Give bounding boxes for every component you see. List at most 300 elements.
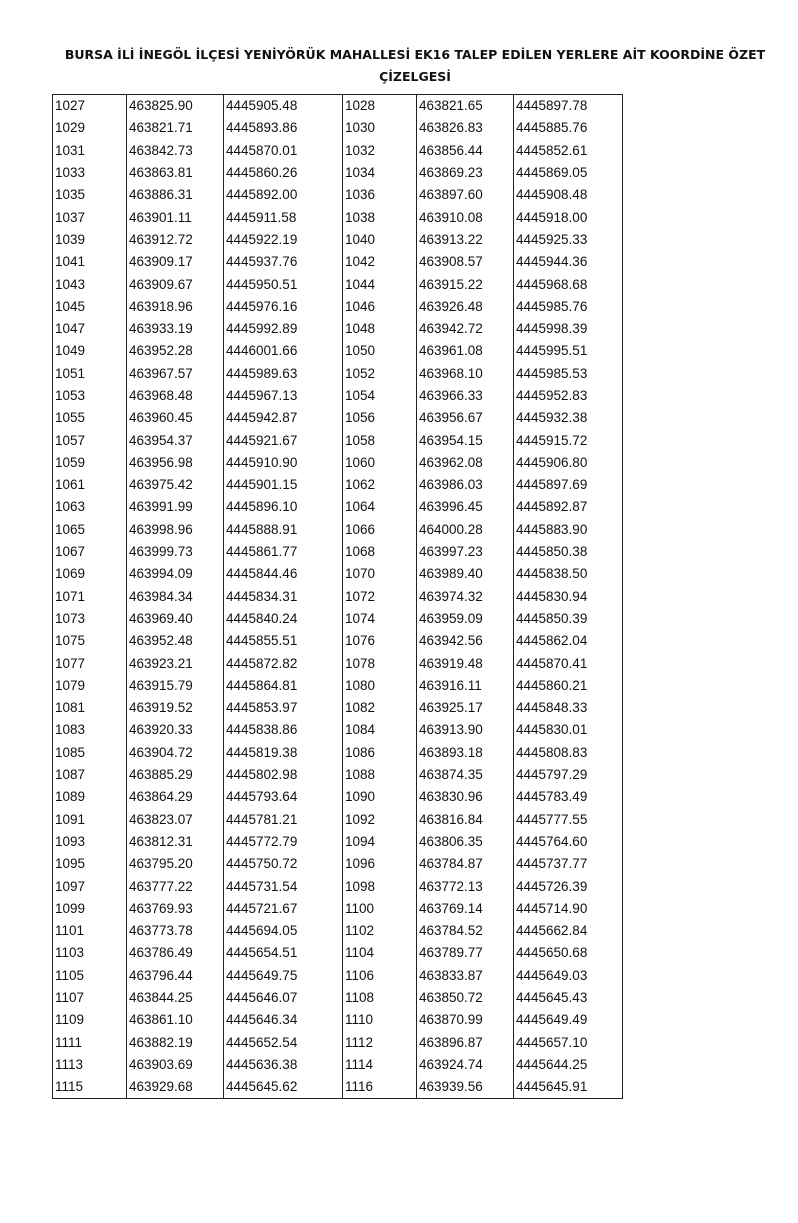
- cell-y-coordinate: 463904.72: [127, 742, 224, 764]
- cell-y-coordinate: 463920.33: [127, 719, 224, 741]
- table-row: [53, 875, 623, 897]
- cell-x-coordinate: 4445883.90: [514, 519, 623, 541]
- cell-y-coordinate: 463910.08: [417, 206, 514, 228]
- cell-x-coordinate: 4445893.86: [224, 117, 343, 139]
- cell-y-coordinate: 463784.52: [417, 920, 514, 942]
- cell-x-coordinate: 4445646.07: [224, 987, 343, 1009]
- cell-point-no: 1042: [343, 251, 417, 273]
- cell-point-no: 1027: [53, 95, 127, 118]
- cell-y-coordinate: 463856.44: [417, 140, 514, 162]
- cell-x-coordinate: 4445852.61: [514, 140, 623, 162]
- cell-x-coordinate: 4445897.69: [514, 474, 623, 496]
- cell-x-coordinate: 4445968.68: [514, 273, 623, 295]
- cell-point-no: 1096: [343, 853, 417, 875]
- table-row: [53, 898, 623, 920]
- cell-y-coordinate: 463830.96: [417, 786, 514, 808]
- cell-y-coordinate: 463909.17: [127, 251, 224, 273]
- cell-x-coordinate: 4445901.15: [224, 474, 343, 496]
- cell-point-no: 1065: [53, 519, 127, 541]
- cell-x-coordinate: 4445918.00: [514, 206, 623, 228]
- cell-x-coordinate: 4445652.54: [224, 1031, 343, 1053]
- cell-y-coordinate: 463796.44: [127, 965, 224, 987]
- table-row: [53, 608, 623, 630]
- cell-point-no: 1063: [53, 496, 127, 518]
- cell-x-coordinate: 4445870.41: [514, 652, 623, 674]
- table-row: [53, 1076, 623, 1099]
- cell-x-coordinate: 4445892.87: [514, 496, 623, 518]
- cell-y-coordinate: 463769.93: [127, 898, 224, 920]
- cell-x-coordinate: 4445869.05: [514, 162, 623, 184]
- cell-x-coordinate: 4445942.87: [224, 407, 343, 429]
- cell-x-coordinate: 4445976.16: [224, 296, 343, 318]
- cell-point-no: 1093: [53, 831, 127, 853]
- cell-x-coordinate: 4445850.39: [514, 608, 623, 630]
- cell-y-coordinate: 463901.11: [127, 206, 224, 228]
- cell-y-coordinate: 463912.72: [127, 229, 224, 251]
- table-row: [53, 496, 623, 518]
- cell-x-coordinate: 4445885.76: [514, 117, 623, 139]
- table-row: [53, 519, 623, 541]
- cell-point-no: 1102: [343, 920, 417, 942]
- cell-x-coordinate: 4445864.81: [224, 675, 343, 697]
- cell-point-no: 1081: [53, 697, 127, 719]
- cell-y-coordinate: 463913.22: [417, 229, 514, 251]
- cell-x-coordinate: 4445772.79: [224, 831, 343, 853]
- table-row: [53, 206, 623, 228]
- cell-y-coordinate: 463773.78: [127, 920, 224, 942]
- cell-x-coordinate: 4445654.51: [224, 942, 343, 964]
- cell-y-coordinate: 463998.96: [127, 519, 224, 541]
- table-row: [53, 318, 623, 340]
- cell-x-coordinate: 4445892.00: [224, 184, 343, 206]
- table-row: [53, 853, 623, 875]
- cell-point-no: 1052: [343, 363, 417, 385]
- cell-x-coordinate: 4445793.64: [224, 786, 343, 808]
- cell-point-no: 1092: [343, 809, 417, 831]
- cell-x-coordinate: 4445861.77: [224, 541, 343, 563]
- cell-point-no: 1064: [343, 496, 417, 518]
- cell-point-no: 1113: [53, 1054, 127, 1076]
- cell-y-coordinate: 463942.56: [417, 630, 514, 652]
- cell-x-coordinate: 4445910.90: [224, 452, 343, 474]
- cell-y-coordinate: 463966.33: [417, 385, 514, 407]
- cell-x-coordinate: 4445649.49: [514, 1009, 623, 1031]
- cell-y-coordinate: 463939.56: [417, 1076, 514, 1099]
- cell-point-no: 1112: [343, 1031, 417, 1053]
- cell-y-coordinate: 463923.21: [127, 652, 224, 674]
- cell-y-coordinate: 463954.37: [127, 429, 224, 451]
- cell-y-coordinate: 463870.99: [417, 1009, 514, 1031]
- cell-point-no: 1085: [53, 742, 127, 764]
- cell-y-coordinate: 463897.60: [417, 184, 514, 206]
- cell-point-no: 1054: [343, 385, 417, 407]
- cell-point-no: 1033: [53, 162, 127, 184]
- cell-x-coordinate: 4445834.31: [224, 586, 343, 608]
- cell-x-coordinate: 4445952.83: [514, 385, 623, 407]
- cell-point-no: 1108: [343, 987, 417, 1009]
- table-row: [53, 117, 623, 139]
- cell-y-coordinate: 463915.22: [417, 273, 514, 295]
- cell-x-coordinate: 4445967.13: [224, 385, 343, 407]
- cell-y-coordinate: 463821.65: [417, 95, 514, 118]
- table-row: [53, 184, 623, 206]
- cell-y-coordinate: 463886.31: [127, 184, 224, 206]
- cell-point-no: 1070: [343, 563, 417, 585]
- cell-y-coordinate: 463885.29: [127, 764, 224, 786]
- cell-y-coordinate: 463795.20: [127, 853, 224, 875]
- cell-x-coordinate: 4445645.62: [224, 1076, 343, 1099]
- cell-point-no: 1090: [343, 786, 417, 808]
- cell-point-no: 1116: [343, 1076, 417, 1099]
- table-row: [53, 764, 623, 786]
- cell-point-no: 1031: [53, 140, 127, 162]
- cell-y-coordinate: 463769.14: [417, 898, 514, 920]
- cell-x-coordinate: 4445850.38: [514, 541, 623, 563]
- cell-y-coordinate: 463962.08: [417, 452, 514, 474]
- cell-point-no: 1106: [343, 965, 417, 987]
- cell-x-coordinate: 4445853.97: [224, 697, 343, 719]
- table-row: [53, 563, 623, 585]
- cell-point-no: 1061: [53, 474, 127, 496]
- cell-x-coordinate: 4445649.75: [224, 965, 343, 987]
- cell-x-coordinate: 4445860.21: [514, 675, 623, 697]
- cell-x-coordinate: 4445802.98: [224, 764, 343, 786]
- cell-y-coordinate: 463874.35: [417, 764, 514, 786]
- cell-y-coordinate: 463956.98: [127, 452, 224, 474]
- cell-x-coordinate: 4445797.29: [514, 764, 623, 786]
- cell-y-coordinate: 463997.23: [417, 541, 514, 563]
- cell-y-coordinate: 463956.67: [417, 407, 514, 429]
- coordinate-table-body: [53, 95, 623, 1099]
- cell-y-coordinate: 463929.68: [127, 1076, 224, 1099]
- cell-x-coordinate: 4445721.67: [224, 898, 343, 920]
- cell-x-coordinate: 4445830.94: [514, 586, 623, 608]
- cell-x-coordinate: 4445998.39: [514, 318, 623, 340]
- cell-point-no: 1041: [53, 251, 127, 273]
- cell-y-coordinate: 463777.22: [127, 875, 224, 897]
- table-row: [53, 675, 623, 697]
- cell-y-coordinate: 463823.07: [127, 809, 224, 831]
- cell-x-coordinate: 4445908.48: [514, 184, 623, 206]
- cell-point-no: 1079: [53, 675, 127, 697]
- cell-y-coordinate: 463924.74: [417, 1054, 514, 1076]
- cell-x-coordinate: 4445989.63: [224, 363, 343, 385]
- cell-point-no: 1069: [53, 563, 127, 585]
- cell-point-no: 1066: [343, 519, 417, 541]
- cell-y-coordinate: 463986.03: [417, 474, 514, 496]
- cell-point-no: 1094: [343, 831, 417, 853]
- table-row: [53, 1031, 623, 1053]
- cell-x-coordinate: 4445645.91: [514, 1076, 623, 1099]
- cell-y-coordinate: 463903.69: [127, 1054, 224, 1076]
- cell-x-coordinate: 4446001.66: [224, 340, 343, 362]
- cell-y-coordinate: 463919.52: [127, 697, 224, 719]
- cell-x-coordinate: 4445764.60: [514, 831, 623, 853]
- table-row: [53, 95, 623, 118]
- cell-point-no: 1057: [53, 429, 127, 451]
- cell-x-coordinate: 4445657.10: [514, 1031, 623, 1053]
- cell-point-no: 1115: [53, 1076, 127, 1099]
- table-row: [53, 385, 623, 407]
- table-row: [53, 786, 623, 808]
- cell-point-no: 1074: [343, 608, 417, 630]
- cell-point-no: 1059: [53, 452, 127, 474]
- cell-x-coordinate: 4445985.76: [514, 296, 623, 318]
- table-row: [53, 987, 623, 1009]
- cell-point-no: 1114: [343, 1054, 417, 1076]
- cell-point-no: 1062: [343, 474, 417, 496]
- cell-point-no: 1075: [53, 630, 127, 652]
- table-row: [53, 340, 623, 362]
- cell-point-no: 1036: [343, 184, 417, 206]
- cell-point-no: 1110: [343, 1009, 417, 1031]
- table-row: [53, 942, 623, 964]
- cell-point-no: 1084: [343, 719, 417, 741]
- cell-point-no: 1095: [53, 853, 127, 875]
- cell-y-coordinate: 463925.17: [417, 697, 514, 719]
- cell-point-no: 1049: [53, 340, 127, 362]
- cell-point-no: 1067: [53, 541, 127, 563]
- cell-x-coordinate: 4445694.05: [224, 920, 343, 942]
- cell-y-coordinate: 463826.83: [417, 117, 514, 139]
- cell-point-no: 1056: [343, 407, 417, 429]
- cell-point-no: 1047: [53, 318, 127, 340]
- cell-y-coordinate: 463994.09: [127, 563, 224, 585]
- cell-x-coordinate: 4445819.38: [224, 742, 343, 764]
- cell-point-no: 1072: [343, 586, 417, 608]
- cell-y-coordinate: 463996.45: [417, 496, 514, 518]
- table-row: [53, 273, 623, 295]
- cell-x-coordinate: 4445922.19: [224, 229, 343, 251]
- cell-point-no: 1058: [343, 429, 417, 451]
- cell-y-coordinate: 463999.73: [127, 541, 224, 563]
- cell-x-coordinate: 4445645.43: [514, 987, 623, 1009]
- table-row: [53, 429, 623, 451]
- table-row: [53, 719, 623, 741]
- cell-y-coordinate: 463789.77: [417, 942, 514, 964]
- cell-x-coordinate: 4445937.76: [224, 251, 343, 273]
- cell-point-no: 1076: [343, 630, 417, 652]
- cell-x-coordinate: 4445646.34: [224, 1009, 343, 1031]
- cell-x-coordinate: 4445783.49: [514, 786, 623, 808]
- cell-point-no: 1083: [53, 719, 127, 741]
- table-row: [53, 697, 623, 719]
- cell-point-no: 1029: [53, 117, 127, 139]
- cell-point-no: 1080: [343, 675, 417, 697]
- cell-point-no: 1035: [53, 184, 127, 206]
- cell-x-coordinate: 4445662.84: [514, 920, 623, 942]
- cell-point-no: 1048: [343, 318, 417, 340]
- cell-x-coordinate: 4445872.82: [224, 652, 343, 674]
- cell-y-coordinate: 463954.15: [417, 429, 514, 451]
- cell-y-coordinate: 463916.11: [417, 675, 514, 697]
- cell-y-coordinate: 463863.81: [127, 162, 224, 184]
- table-row: [53, 1009, 623, 1031]
- cell-x-coordinate: 4445840.24: [224, 608, 343, 630]
- cell-point-no: 1082: [343, 697, 417, 719]
- cell-point-no: 1044: [343, 273, 417, 295]
- cell-x-coordinate: 4445644.25: [514, 1054, 623, 1076]
- cell-x-coordinate: 4445921.67: [224, 429, 343, 451]
- cell-y-coordinate: 463816.84: [417, 809, 514, 831]
- cell-point-no: 1039: [53, 229, 127, 251]
- cell-y-coordinate: 463842.73: [127, 140, 224, 162]
- cell-x-coordinate: 4445932.38: [514, 407, 623, 429]
- cell-y-coordinate: 463844.25: [127, 987, 224, 1009]
- cell-y-coordinate: 463896.87: [417, 1031, 514, 1053]
- cell-point-no: 1030: [343, 117, 417, 139]
- cell-y-coordinate: 463942.72: [417, 318, 514, 340]
- document-title: [60, 44, 770, 88]
- cell-x-coordinate: 4445808.83: [514, 742, 623, 764]
- cell-x-coordinate: 4445897.78: [514, 95, 623, 118]
- cell-point-no: 1098: [343, 875, 417, 897]
- cell-y-coordinate: 463869.23: [417, 162, 514, 184]
- table-row: [53, 296, 623, 318]
- cell-y-coordinate: 463926.48: [417, 296, 514, 318]
- cell-point-no: 1077: [53, 652, 127, 674]
- cell-x-coordinate: 4445944.36: [514, 251, 623, 273]
- cell-y-coordinate: 463893.18: [417, 742, 514, 764]
- cell-point-no: 1038: [343, 206, 417, 228]
- cell-point-no: 1037: [53, 206, 127, 228]
- cell-x-coordinate: 4445911.58: [224, 206, 343, 228]
- cell-y-coordinate: 463975.42: [127, 474, 224, 496]
- cell-point-no: 1055: [53, 407, 127, 429]
- cell-point-no: 1034: [343, 162, 417, 184]
- cell-point-no: 1060: [343, 452, 417, 474]
- cell-x-coordinate: 4445714.90: [514, 898, 623, 920]
- cell-x-coordinate: 4445950.51: [224, 273, 343, 295]
- cell-point-no: 1040: [343, 229, 417, 251]
- table-row: [53, 652, 623, 674]
- cell-y-coordinate: 464000.28: [417, 519, 514, 541]
- cell-point-no: 1078: [343, 652, 417, 674]
- cell-y-coordinate: 463968.10: [417, 363, 514, 385]
- cell-y-coordinate: 463861.10: [127, 1009, 224, 1031]
- cell-y-coordinate: 463806.35: [417, 831, 514, 853]
- cell-y-coordinate: 463919.48: [417, 652, 514, 674]
- table-row: [53, 363, 623, 385]
- cell-x-coordinate: 4445830.01: [514, 719, 623, 741]
- table-row: [53, 474, 623, 496]
- cell-x-coordinate: 4445888.91: [224, 519, 343, 541]
- table-row: [53, 831, 623, 853]
- cell-point-no: 1099: [53, 898, 127, 920]
- cell-point-no: 1086: [343, 742, 417, 764]
- cell-y-coordinate: 463850.72: [417, 987, 514, 1009]
- cell-point-no: 1089: [53, 786, 127, 808]
- cell-y-coordinate: 463952.28: [127, 340, 224, 362]
- cell-y-coordinate: 463812.31: [127, 831, 224, 853]
- table-row: [53, 965, 623, 987]
- cell-x-coordinate: 4445838.50: [514, 563, 623, 585]
- cell-point-no: 1107: [53, 987, 127, 1009]
- cell-x-coordinate: 4445650.68: [514, 942, 623, 964]
- table-row: [53, 742, 623, 764]
- cell-x-coordinate: 4445726.39: [514, 875, 623, 897]
- cell-y-coordinate: 463984.34: [127, 586, 224, 608]
- cell-y-coordinate: 463786.49: [127, 942, 224, 964]
- cell-point-no: 1032: [343, 140, 417, 162]
- cell-x-coordinate: 4445992.89: [224, 318, 343, 340]
- cell-point-no: 1109: [53, 1009, 127, 1031]
- table-row: [53, 407, 623, 429]
- cell-y-coordinate: 463974.32: [417, 586, 514, 608]
- cell-point-no: 1073: [53, 608, 127, 630]
- cell-point-no: 1091: [53, 809, 127, 831]
- cell-x-coordinate: 4445750.72: [224, 853, 343, 875]
- cell-y-coordinate: 463909.67: [127, 273, 224, 295]
- cell-y-coordinate: 463784.87: [417, 853, 514, 875]
- cell-point-no: 1103: [53, 942, 127, 964]
- cell-y-coordinate: 463833.87: [417, 965, 514, 987]
- cell-x-coordinate: 4445905.48: [224, 95, 343, 118]
- cell-y-coordinate: 463959.09: [417, 608, 514, 630]
- cell-x-coordinate: 4445985.53: [514, 363, 623, 385]
- cell-point-no: 1100: [343, 898, 417, 920]
- cell-y-coordinate: 463960.45: [127, 407, 224, 429]
- cell-y-coordinate: 463772.13: [417, 875, 514, 897]
- cell-point-no: 1104: [343, 942, 417, 964]
- cell-point-no: 1053: [53, 385, 127, 407]
- cell-x-coordinate: 4445906.80: [514, 452, 623, 474]
- cell-x-coordinate: 4445915.72: [514, 429, 623, 451]
- cell-point-no: 1028: [343, 95, 417, 118]
- cell-x-coordinate: 4445860.26: [224, 162, 343, 184]
- cell-y-coordinate: 463952.48: [127, 630, 224, 652]
- cell-x-coordinate: 4445848.33: [514, 697, 623, 719]
- cell-y-coordinate: 463908.57: [417, 251, 514, 273]
- cell-point-no: 1071: [53, 586, 127, 608]
- coordinate-table: [52, 94, 623, 1099]
- cell-y-coordinate: 463967.57: [127, 363, 224, 385]
- cell-x-coordinate: 4445838.86: [224, 719, 343, 741]
- cell-x-coordinate: 4445781.21: [224, 809, 343, 831]
- title-line-2: ÇİZELGESİ: [379, 69, 451, 84]
- table-row: [53, 1054, 623, 1076]
- table-row: [53, 920, 623, 942]
- cell-y-coordinate: 463821.71: [127, 117, 224, 139]
- cell-y-coordinate: 463961.08: [417, 340, 514, 362]
- cell-x-coordinate: 4445855.51: [224, 630, 343, 652]
- cell-y-coordinate: 463915.79: [127, 675, 224, 697]
- cell-point-no: 1101: [53, 920, 127, 942]
- cell-y-coordinate: 463989.40: [417, 563, 514, 585]
- cell-y-coordinate: 463825.90: [127, 95, 224, 118]
- table-row: [53, 229, 623, 251]
- cell-x-coordinate: 4445870.01: [224, 140, 343, 162]
- cell-point-no: 1088: [343, 764, 417, 786]
- cell-y-coordinate: 463968.48: [127, 385, 224, 407]
- cell-point-no: 1105: [53, 965, 127, 987]
- cell-point-no: 1046: [343, 296, 417, 318]
- cell-y-coordinate: 463969.40: [127, 608, 224, 630]
- cell-point-no: 1087: [53, 764, 127, 786]
- cell-point-no: 1043: [53, 273, 127, 295]
- table-row: [53, 586, 623, 608]
- cell-x-coordinate: 4445995.51: [514, 340, 623, 362]
- cell-y-coordinate: 463991.99: [127, 496, 224, 518]
- cell-x-coordinate: 4445896.10: [224, 496, 343, 518]
- cell-x-coordinate: 4445925.33: [514, 229, 623, 251]
- cell-point-no: 1111: [53, 1031, 127, 1053]
- cell-point-no: 1045: [53, 296, 127, 318]
- cell-y-coordinate: 463918.96: [127, 296, 224, 318]
- table-row: [53, 630, 623, 652]
- cell-x-coordinate: 4445731.54: [224, 875, 343, 897]
- cell-point-no: 1068: [343, 541, 417, 563]
